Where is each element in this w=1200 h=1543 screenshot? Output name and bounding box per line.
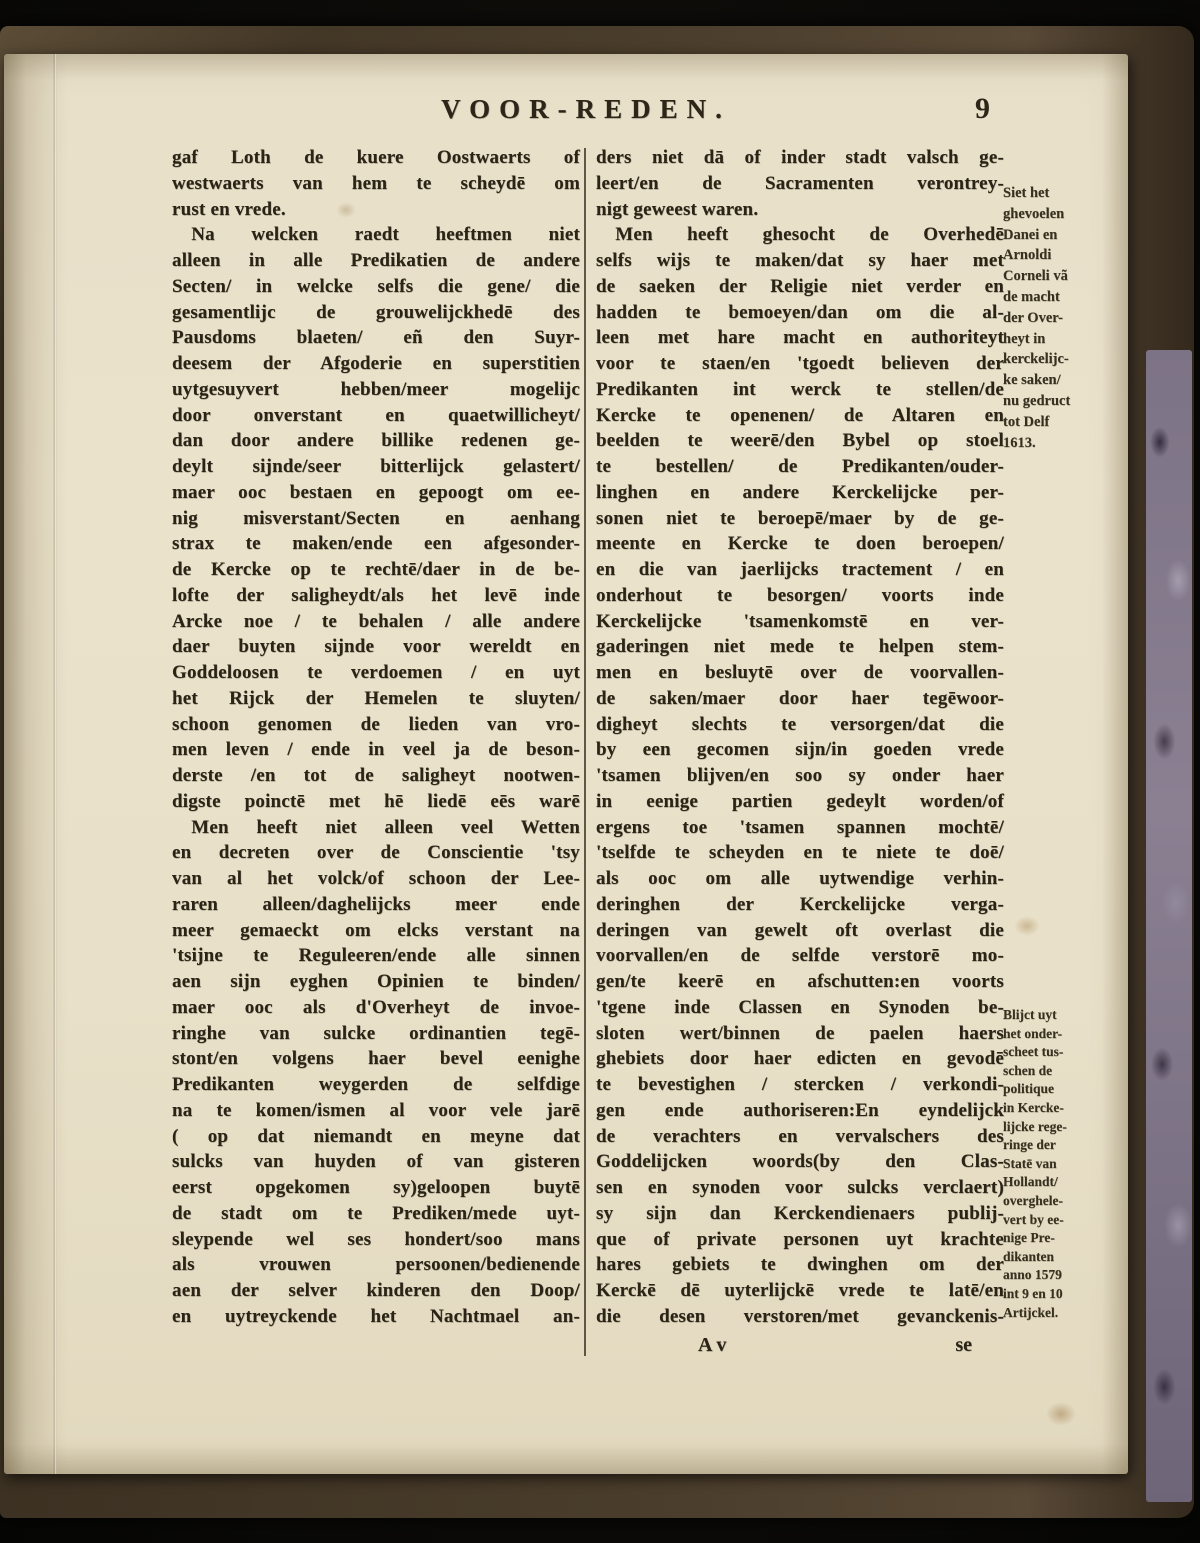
text-line: Statē van [1003, 1155, 1057, 1171]
text-line: ders niet dā of inder stadt valsch ge- [596, 147, 1004, 168]
text-line: overghele- [1003, 1192, 1063, 1208]
text-line: en uytreyckende het Nachtmael an- [172, 1305, 580, 1327]
text-line: voorvallen/en de selfde verstorē mo- [596, 945, 1004, 967]
text-line: voor te staen/en 'tgoedt believen der [596, 353, 1004, 374]
text-line: Corneli vã [1003, 268, 1068, 285]
text-line: hares gebiets te dwinghen om der [596, 1254, 1004, 1276]
text-line: Arnoldi [1003, 247, 1052, 264]
paper-stain [336, 202, 356, 218]
text-line: meer gemaeckt om elcks verstant na [172, 919, 580, 941]
text-line: deringhen der Kerckelijcke verga- [596, 893, 1004, 915]
text-line: politique [1003, 1081, 1055, 1097]
text-line: sen en synoden voor sulcks verclaert) [596, 1177, 1004, 1198]
text-line: de saken/maer door haer tegēwoor- [596, 687, 1004, 709]
text-line: de macht [1003, 288, 1060, 305]
text-line: sleypende wel ses hondert/soo mans [172, 1228, 580, 1250]
text-line: 'tsijne te Reguleeren/ende alle sinnen [172, 945, 580, 967]
text-line: in Kercke- [1003, 1099, 1064, 1115]
text-line: sonen niet te beroepē/maer by de ge- [596, 507, 1004, 529]
text-line: que of private personen uyt krachte [596, 1228, 1004, 1250]
text-line: 1613. [1003, 434, 1036, 451]
text-column-left [172, 145, 580, 1330]
book-page [4, 54, 1128, 1474]
text-line: dikanten [1003, 1248, 1055, 1264]
text-line: gen/te keerē en afschutten:en voorts [596, 971, 1004, 992]
page-title: VOOR-REDEN. [441, 94, 731, 124]
text-line: strax te maken/ende een afgesonder- [172, 533, 580, 555]
margin-note-top [1003, 183, 1115, 453]
text-line: derste /en tot de saligheyt nootwen- [172, 765, 580, 786]
text-line: onderhout te besorgen/ voorts inde [596, 584, 1004, 606]
text-line: lofte der saligheydt/als het levē inde [172, 584, 580, 606]
text-line: deylt sijnde/seer bitterlijck gelastert/ [172, 456, 580, 477]
text-line: dan door andere billike redenen ge- [172, 430, 580, 452]
text-line: leen met hare macht en authoriteyt [596, 327, 1004, 349]
text-line: meente en Kercke te doen beroepen/ [596, 533, 1004, 555]
text-line: beelden te weerē/den Bybel op stoel [596, 430, 1004, 452]
text-line: Blijct uyt [1003, 1007, 1057, 1022]
text-line: Artijckel. [1003, 1304, 1059, 1320]
text-line: maer ooc als d'Overheyt de invoe- [172, 996, 580, 1018]
paper-stain [1046, 1402, 1076, 1426]
text-line: gaderingen niet mede te helpen stem- [596, 636, 1004, 658]
text-line: en die van jaerlijcks tractement / en [596, 559, 1004, 580]
text-line: Pausdoms blaeten/ eñ den Suyr- [172, 327, 580, 349]
text-line: int 9 en 10 [1003, 1285, 1063, 1301]
text-line: te bestellen/ de Predikanten/ouder- [596, 456, 1004, 477]
text-line: de Kercke op te rechtē/daer in de be- [172, 559, 580, 580]
text-line: lijcke rege- [1003, 1118, 1067, 1134]
text-line: uytgesuyvert hebben/meer mogelijc [172, 378, 580, 400]
text-line: sulcks van huyden of van gisteren [172, 1151, 580, 1173]
text-line: Secten/ in welcke selfs die gene/ die [172, 275, 580, 297]
text-line: raren alleen/daghelijcks meer ende [172, 893, 580, 915]
page-footer [592, 1334, 1000, 1364]
text-line: gen ende authoriseren:En eyndelijck [596, 1099, 1004, 1121]
text-line: schoon genomen de lieden van vro- [172, 713, 580, 735]
text-line: selfs wijs te maken/dat sy haer met [596, 250, 1004, 271]
text-line: nu gedruct [1003, 392, 1071, 409]
text-line: schen de [1003, 1062, 1053, 1078]
text-line: het Rijck der Hemelen te sluyten/ [172, 687, 580, 709]
text-line: alleen in alle Predikatien de andere [172, 250, 580, 271]
text-line: deesem der Afgoderie en superstitien [172, 353, 580, 374]
text-line: als ooc om alle uytwendige verhin- [596, 868, 1004, 889]
marbled-page-edges [1146, 350, 1192, 1502]
text-line: Kercke te openenen/ de Altaren en [596, 404, 1004, 426]
margin-note-bottom [1003, 1006, 1115, 1322]
text-line: scheet tus- [1003, 1044, 1064, 1060]
text-line: die desen verstoren/met gevanckenis- [596, 1305, 1004, 1327]
text-line: na te komen/ismen al voor vele jarē [172, 1099, 580, 1121]
text-line: Kerckē dē uyterlijckē vrede te latē/en [596, 1280, 1004, 1301]
text-line: Predikanten int werck te stellen/de [596, 378, 1004, 400]
text-line: Danei en [1003, 226, 1058, 243]
paper-stain [1014, 916, 1040, 936]
text-line: 'tsamen blijven/en soo sy onder haer [596, 765, 1004, 786]
text-line: Goddelijcken woords(by den Clas- [596, 1151, 1004, 1173]
page-number: 9 [975, 92, 990, 125]
text-line: linghen en andere Kerckelijcke per- [596, 481, 1004, 503]
gutter-crease [53, 54, 57, 1474]
text-line: nigt geweest waren. [596, 198, 759, 220]
text-line: in eenige partien gedeylt worden/of [596, 790, 1004, 812]
text-line: 'tselfde te scheyden en te niete te doē/ [596, 842, 1004, 864]
text-line: sloten wert/binnen de paelen haers [596, 1022, 1004, 1044]
text-line: nig misverstant/Secten en aenhang [172, 507, 580, 529]
text-line: Kerckelijcke 'tsamenkomstē en ver- [596, 610, 1004, 632]
text-line: nige Pre- [1003, 1230, 1055, 1246]
text-line: eerst opgekomen sy)geloopen buytē [172, 1177, 580, 1198]
text-line: vert by ee- [1003, 1211, 1064, 1227]
text-line: de saeken der Religie niet verder en [596, 275, 1004, 297]
text-column-right [596, 145, 1004, 1330]
running-header [172, 94, 1000, 134]
text-line: aen sijn eyghen Opinien te binden/ [172, 971, 580, 992]
text-line: hadden te bemoeyen/dan om die al- [596, 301, 1004, 323]
signature-mark: A v [698, 1334, 727, 1356]
text-line: Goddeloosen te verdoemen / en uyt [172, 662, 580, 683]
text-line: de verachters en vervalschers des [596, 1125, 1004, 1147]
text-line: het onder- [1003, 1025, 1063, 1041]
text-line: ringe der [1003, 1137, 1056, 1153]
text-line: men en besluytē over de voorvallen- [596, 662, 1004, 683]
text-line: der Over- [1003, 309, 1063, 326]
text-line: Siet het [1003, 185, 1050, 201]
text-line: de stadt om te Prediken/mede uyt- [172, 1202, 580, 1224]
text-line: digheyt slechts te versorgen/dat die [596, 713, 1004, 735]
text-line: ghebiets door haer edicten en gevodē [596, 1048, 1004, 1070]
text-line: westwaerts van hem te scheydē om [172, 172, 580, 194]
text-line: tot Delf [1003, 413, 1050, 430]
text-line: sy sijn dan Kerckendienaers publij- [596, 1202, 1004, 1224]
text-line: en decreten over de Conscientie 'tsy [172, 842, 580, 864]
text-line: Men heeft niet alleen veel Wetten [172, 816, 580, 838]
text-line: digste poinctē met hē liedē eēs warē [172, 790, 580, 812]
text-line: van al het volck/of schoon der Lee- [172, 868, 580, 889]
text-line: als vrouwen persoonen/bedienende [172, 1254, 580, 1276]
text-line: gaf Loth de kuere Oostwaerts of [172, 147, 580, 168]
text-line: ghevoelen [1003, 205, 1065, 222]
text-line: men leven / ende in veel ja de beson- [172, 739, 580, 761]
text-line: maer ooc bestaen en gepoogt om ee- [172, 481, 580, 503]
text-line: te bevestighen / stercken / verkondi- [596, 1074, 1004, 1095]
text-line: 'tgene inde Classen en Synoden be- [596, 996, 1004, 1018]
text-line: stont/en volgens haer bevel eenighe [172, 1048, 580, 1070]
text-line: ergens toe 'tsamen spannen mochtē/ [596, 816, 1004, 838]
text-line: by een gecomen sijn/in goeden vrede [596, 739, 1004, 761]
text-line: Men heeft ghesocht de Overhedē [596, 224, 1004, 246]
text-line: door onverstant en quaetwillicheyt/ [172, 404, 580, 426]
text-line: deringen van gewelt oft overlast die [596, 919, 1004, 941]
text-line: Arcke noe / te behalen / alle andere [172, 610, 580, 632]
text-line: ( op dat niemandt en meyne dat [172, 1125, 580, 1147]
text-line: anno 1579 [1003, 1267, 1062, 1283]
text-line: Predikanten weygerden de selfdige [172, 1074, 580, 1095]
text-line: kerckelijc- [1003, 351, 1069, 368]
text-line: Na welcken raedt heeftmen niet [172, 224, 580, 246]
text-line: aen der selver kinderen den Doop/ [172, 1280, 580, 1301]
text-line: gesamentlijc de grouwelijckhedē des [172, 301, 580, 323]
text-line: leert/en de Sacramenten verontrey- [596, 172, 1004, 194]
text-line: rust en vrede. [172, 198, 286, 220]
column-divider-rule [584, 148, 586, 1356]
text-line: heyt in [1003, 330, 1046, 347]
text-line: Hollandt/ [1003, 1174, 1058, 1190]
text-line: daer buyten sijnde voor wereldt en [172, 636, 580, 658]
catchword: se [955, 1334, 972, 1356]
text-line: ringhe van sulcke ordinantien tegē- [172, 1022, 580, 1044]
text-line: ke saken/ [1003, 372, 1061, 389]
